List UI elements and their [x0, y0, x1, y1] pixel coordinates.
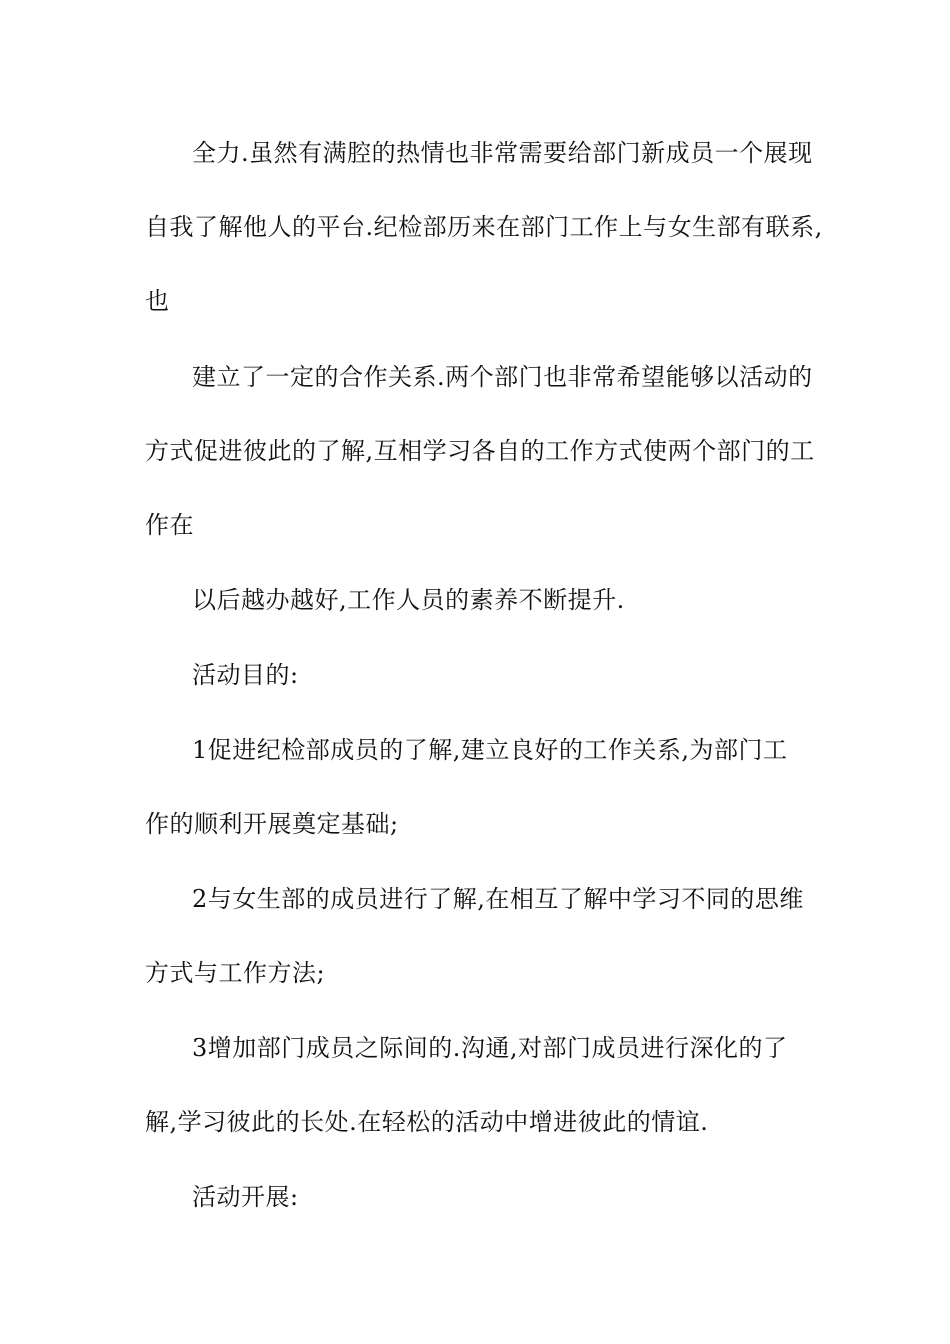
list-item-continuation: 方式与工作方法;	[145, 959, 326, 987]
paragraph-line: 作在	[145, 511, 194, 539]
list-item-continuation: 作的顺利开展奠定基础;	[145, 810, 399, 838]
paragraph-line: 方式促进彼此的了解,互相学习各自的工作方式使两个部门的工	[145, 437, 815, 465]
list-item: 1促进纪检部成员的了解,建立良好的工作关系,为部门工	[192, 736, 788, 764]
list-item-continuation: 解,学习彼此的长处.在轻松的活动中增进彼此的情谊.	[145, 1108, 709, 1136]
paragraph-line: 也	[145, 287, 170, 315]
paragraph-line: 全力.虽然有满腔的热情也非常需要给部门新成员一个展现	[192, 139, 813, 167]
section-heading: 活动目的:	[192, 661, 299, 689]
section-heading: 活动开展:	[192, 1183, 299, 1211]
paragraph-line: 建立了一定的合作关系.两个部门也非常希望能够以活动的	[192, 363, 813, 391]
list-item: 3增加部门成员之际间的.沟通,对部门成员进行深化的了	[192, 1034, 788, 1062]
list-item: 2与女生部的成员进行了解,在相互了解中学习不同的思维	[192, 885, 804, 913]
paragraph-line: 以后越办越好,工作人员的素养不断提升.	[192, 586, 625, 614]
paragraph-line: 自我了解他人的平台.纪检部历来在部门工作上与女生部有联系,	[145, 213, 823, 241]
